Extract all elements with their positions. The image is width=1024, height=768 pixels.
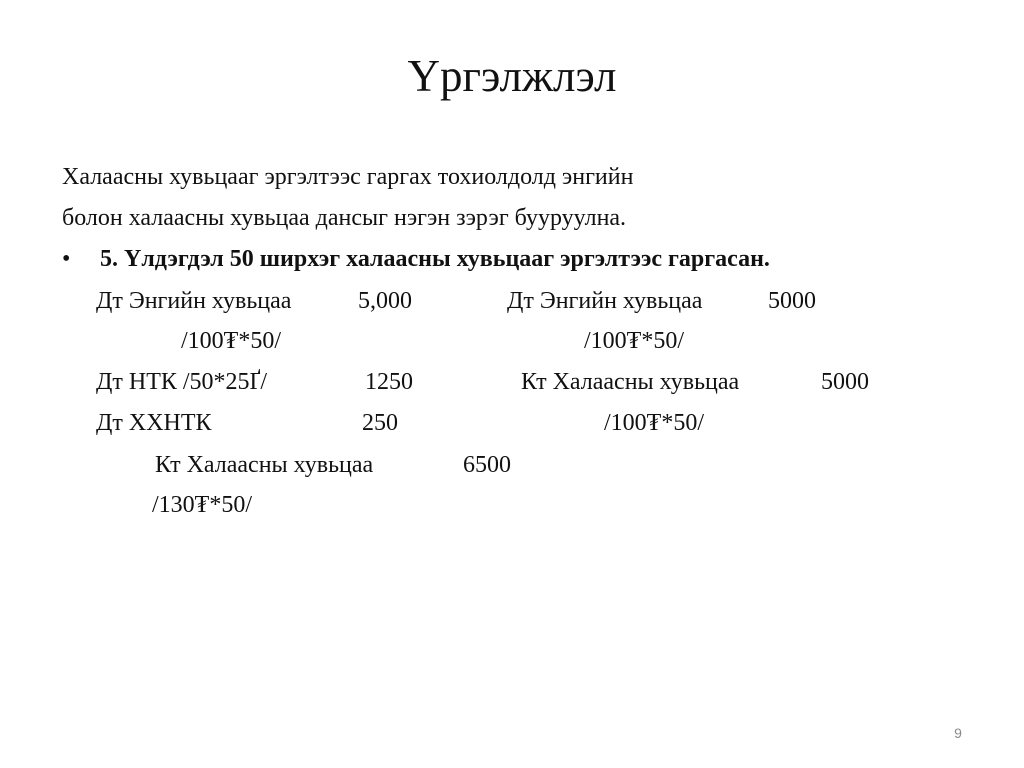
- left-entry-1-note: /100₮*50/: [181, 328, 281, 354]
- right-entry-2-note: /100₮*50/: [604, 410, 704, 436]
- bullet-marker: •: [62, 246, 71, 272]
- slide-title: Үргэлжлэл: [407, 51, 617, 101]
- left-entry-3-amount: 250: [362, 410, 398, 436]
- right-entry-1-note: /100₮*50/: [584, 328, 684, 354]
- left-entry-1-amount: 5,000: [358, 288, 412, 314]
- left-entry-2-label: Дт НТК /50*25Ґ/: [96, 369, 267, 395]
- right-entry-1-amount: 5000: [768, 288, 816, 314]
- intro-line-2: болон халаасны хувьцаа дансыг нэгэн зэрэг бууруулна.: [62, 205, 627, 231]
- left-entry-4-amount: 6500: [463, 452, 511, 478]
- right-entry-2-label: Кт Халаасны хувьцаа: [521, 369, 740, 395]
- bullet-text: 5. Үлдэгдэл 50 ширхэг халаасны хувьцааг эргэлтээс гаргасан.: [100, 246, 770, 272]
- page-number: 9: [954, 725, 962, 741]
- left-entry-4-label: Кт Халаасны хувьцаа: [155, 452, 374, 478]
- left-entry-2-amount: 1250: [365, 369, 413, 395]
- right-entry-2-amount: 5000: [821, 369, 869, 395]
- left-entry-1-label: Дт Энгийн хувьцаа: [96, 288, 292, 314]
- intro-line-1: Халаасны хувьцааг эргэлтээс гаргах тохиолдолд энгийн: [62, 164, 634, 190]
- left-entry-4-note: /130₮*50/: [152, 492, 252, 518]
- right-entry-1-label: Дт Энгийн хувьцаа: [507, 288, 703, 314]
- left-entry-3-label: Дт ХХНТК: [96, 410, 212, 436]
